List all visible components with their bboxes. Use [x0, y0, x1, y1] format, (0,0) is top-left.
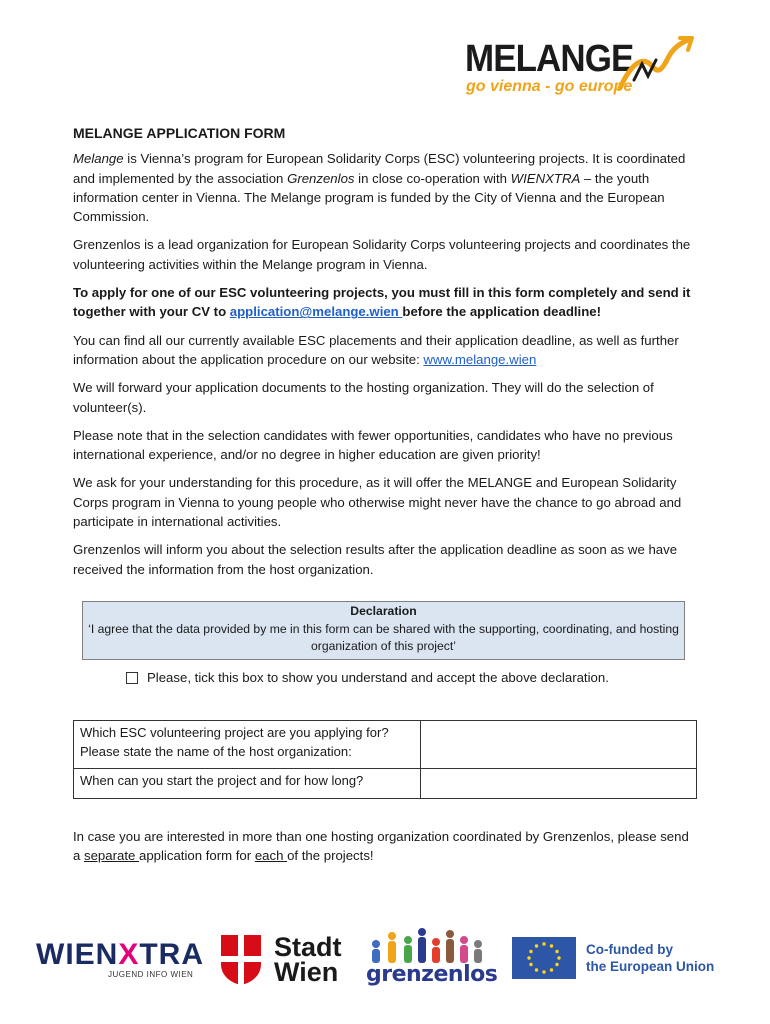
website-link[interactable]: www.melange.wien: [423, 351, 537, 367]
declaration-text: ‘I agree that the data provided by me in this form can be shared with the supporting, coordinating, and hosting organization of this project’: [88, 621, 679, 653]
priority-paragraph: Please note that in the selection candidates with fewer opportunities, candidates who have no previous international experience, and/or no degree in higher education are given priority!: [73, 427, 673, 463]
answer-start-duration-field[interactable]: [421, 769, 697, 799]
apply-instructions: To apply for one of our ESC volunteering projects, you must fill in this form completely and send it together with your CV to application@melange.wien before the application deadline!: [73, 285, 691, 320]
declaration-checkbox[interactable]: [126, 672, 138, 684]
placements-paragraph: You can find all our currently available ESC placements and their application deadline, as well as further information about the application procedure on our website: www.melange.wien: [73, 332, 679, 367]
melange-swoosh-icon: [612, 36, 694, 100]
results-paragraph: Grenzenlos will inform you about the selection results after the application deadline as soon as we have received the information from the host organization.: [73, 542, 678, 577]
declaration-checkbox-label: Please, tick this box to show you understand and accept the above declaration.: [147, 670, 609, 685]
application-email-link[interactable]: application@melange.wien: [229, 304, 403, 320]
forward-paragraph: We will forward your application documents to the hosting organization. They will do the selection of volunteer(s).: [73, 380, 654, 415]
declaration-title: Declaration: [350, 604, 417, 618]
question-project: Which ESC volunteering project are you applying for? Please state the name of the host organization:: [74, 721, 421, 769]
form-body: [73, 124, 697, 588]
declaration-box: [82, 601, 685, 660]
intro-paragraph: Melange is Vienna’s program for European Solidarity Corps (ESC) volunteering projects. It is coordinated and implemented by the association Grenzenlos in close co-operation with WIENXTRA – the youth information center in Vienna. The Melange program is funded by the City of Vienna and the European Commission.: [73, 151, 686, 225]
eu-cofunded-logo: Co-funded by the European Union: [512, 936, 727, 980]
vienna-shield-icon: [220, 934, 262, 986]
grenzenlos-paragraph: Grenzenlos is a lead organization for European Solidarity Corps volunteering projects and coordinates the volunteering activities within the Melange program in Vienna.: [73, 237, 691, 272]
declaration-accept-row: [126, 670, 609, 685]
eu-flag-icon: [512, 937, 576, 979]
people-figures-icon: [362, 926, 494, 966]
melange-logo: [462, 36, 694, 102]
answer-project-field[interactable]: [421, 721, 697, 769]
page-title: MELANGE APPLICATION FORM: [73, 125, 286, 141]
melange-logo-tagline: go vienna - go europe: [466, 78, 633, 95]
grenzenlos-logo: [362, 926, 498, 990]
questions-table: [73, 720, 697, 799]
table-row: [74, 769, 697, 799]
table-row: [74, 721, 697, 769]
grenzenlos-wordmark: grenzenlos: [366, 962, 498, 987]
question-start-duration: When can you start the project and for how long?: [74, 769, 421, 799]
stadt-wien-logo: Stadt Wien: [220, 932, 350, 988]
wienxtra-logo: WIENXTRA JUGEND INFO WIEN: [36, 938, 204, 979]
wienxtra-subtitle: JUGEND INFO WIEN: [108, 970, 194, 979]
melange-logo-word: MELANGE: [465, 38, 634, 80]
closing-paragraph: In case you are interested in more than one hosting organization coordinated by Grenzenlos, please send a separate application form for each of the projects!: [73, 829, 689, 864]
understanding-paragraph: We ask for your understanding for this procedure, as it will offer the MELANGE and European Solidarity Corps program in Vienna to young people who otherwise might never have the chance to go abroad and participate in international activities.: [73, 475, 682, 530]
